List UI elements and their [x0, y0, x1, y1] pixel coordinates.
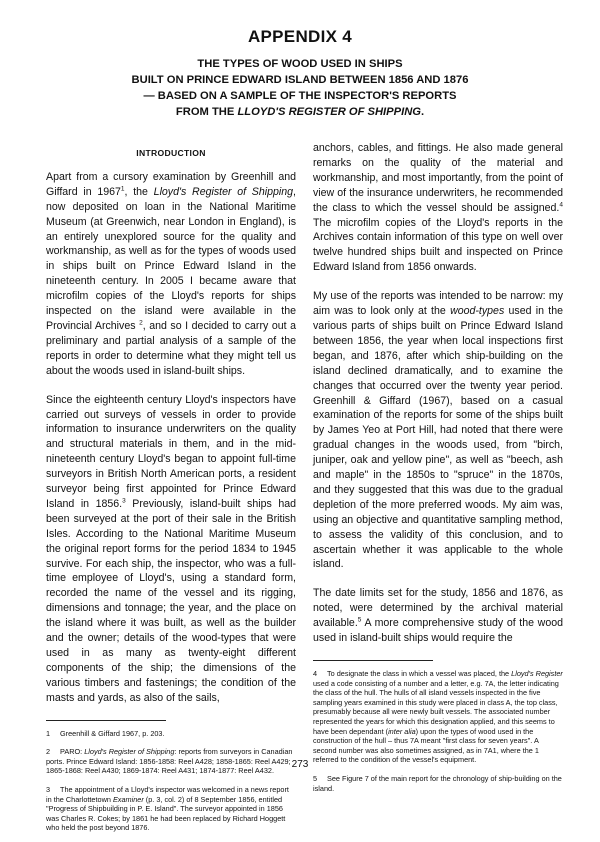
- footnote-rule: [46, 720, 166, 721]
- footnote-ref: 5: [357, 616, 362, 624]
- footnote-number: 2: [46, 747, 51, 757]
- italic-term: wood-types: [450, 305, 505, 318]
- text-run: My use of the reports was intended to be narrow: my aim was to look only at the: [313, 290, 563, 318]
- subtitle-line-2: BUILT ON PRINCE EDWARD ISLAND BETWEEN 1856 AND 1876: [131, 74, 469, 86]
- italic-title: Lloyd's Register of Shipping: [153, 185, 294, 198]
- footnote-italic: Examiner: [112, 794, 144, 804]
- subtitle-line-4: [40, 104, 560, 120]
- footnote-ref: 3: [122, 497, 126, 505]
- text-run: used in the various parts of ships built on Prince Edward Island between 1856, the year when local inspections first began, and 1876, after which ship-building on the island declined dramatically, and to examine the changes that occurred over the twenty year period. Greenhill & Giffard (1967), based on a casual examination of the reports for some of the ships built by James Yeo at Port Hill, had noted that there were gradual changes in the woods used, from "birch, juniper, oak and yellow pine", as well as "beech, ash and maple" in the 1850s to "spruce" in the 1870s, and they suggested that this was due to the gradual depletion of the more preferred woods. My aim was, using an objective and quantitative sampling method, to assess the validity of this conclusion, and to ascertain whether it was applicable to the whole island.: [313, 305, 563, 571]
- text-run: , now deposited on loan in the National Maritime Museum (at Greenwich, near London in England), is an entirely unexplored source for the quality and workmanship, as well as for the types of woods used in ships built on Prince Edward Island in the nineteenth century. In 2005 I became aware that microfilm copies of the Lloyd's reports for ships inspected on the island were available in the Provincial Archives: [46, 185, 296, 332]
- footnote-ref: 2: [139, 319, 143, 327]
- intro-paragraph-2: [46, 393, 296, 706]
- text-run: , and so I decided to carry out a preliminary and partial analysis of a sample of the reports in order to determine what they might tell us about the woods used in island-built ships.: [46, 319, 296, 377]
- left-column: [46, 146, 296, 842]
- footnote-4: [313, 669, 563, 765]
- body-paragraph-4: [313, 289, 563, 572]
- footnote-5: [313, 774, 563, 793]
- footnote-number: 3: [46, 785, 51, 794]
- footnote-italic: Lloyd's Register of Shipping: [84, 747, 175, 757]
- footnote-3: [46, 785, 296, 833]
- footnote-text: (p. 3, col. 2) of 8 September 1856, entitled "Progress of Shipbuilding in P. E. Island". The surveyor appointed in 1856 was Charles R. Cokes; by 1861 he had been replaced by Richard Hoggett who held the post beyond 1876.: [46, 794, 286, 833]
- page-number: 273: [291, 759, 309, 770]
- footnote-ref: 4: [559, 201, 563, 209]
- text-run: Previously, island-built ships had been surveyed at the port of their sale in the British Isles. According to the National Maritime Museum the original report forms for the period 1834 to 1945 survive. For each ship, the inspector, who was a full-time employee of Lloyd's, using a standard form, recorded the name of the vessel and its rigging, dimensions and tonnage; the year, and the place on the island where it was built, as well as the builder and the owner; details of the wood-types that were used in as many as twenty-eight different components of the ship; the dimensions of the various timbers and fastenings; the condition of the masts and yards, as also of the sails,: [46, 497, 296, 704]
- body-paragraph-5: [313, 586, 563, 646]
- appendix-subtitle: [40, 56, 560, 120]
- footnote-text: To designate the class in which a vessel was placed, the: [327, 669, 512, 678]
- footnote-number: 5: [313, 773, 318, 783]
- text-run: A more comprehensive study of the wood used in island-built ships would require the: [313, 617, 563, 645]
- subtitle-line-4-text: FROM THE: [175, 106, 238, 118]
- text-run: Since the eighteenth century Lloyd's inspectors have carried out surveys of vessels in order to provide information to insurance underwriters on the quality and structural materials in them, and in the mid-nineteenth century Lloyd's began to appoint full-time surveyors in British North American ports, a resident surveyor being first appointed for Prince Edward Island in 1856.: [46, 393, 296, 510]
- appendix-title: APPENDIX 4: [247, 27, 353, 46]
- body-paragraph-3: [313, 141, 563, 275]
- footnote-italic: inter alia: [388, 726, 416, 736]
- text-run: , the: [124, 185, 154, 198]
- section-heading: INTRODUCTION: [136, 148, 206, 158]
- footnote-text: used a code consisting of a number and a letter, e.g. 7A, the letter indicating the class of the hull. The hulls of all island vessels inspected in the five sampling years examined in this study were placed in class A, the top class, presumably because all were newly built vessels. The associated number represented the years for which this designation applied, and this seems to have been dependant (: [313, 678, 559, 736]
- subtitle-italic: LLOYD'S REGISTER OF SHIPPING: [237, 106, 421, 118]
- footnote-rule: [313, 660, 433, 661]
- subtitle-line-3: — BASED ON A SAMPLE OF THE INSPECTOR'S REPORTS: [143, 90, 457, 102]
- footnote-text: ) upon the types of wood used in the construction of the hull – thus 7A meant "first class for seven years". A second number was also sometimes assigned, as in 7A1, where the 1 referred to the condition of the vessel's equipment.: [313, 726, 539, 765]
- footnote-number: 1: [46, 728, 51, 738]
- footnote-text: See Figure 7 of the main report for the chronology of ship-building on the island.: [313, 773, 562, 793]
- footnote-text: : reports from surveyors in Canadian ports. Prince Edward Island: 1856-1858: Reel A428; 1858-1865: Reel A429; 1865-1868: Reel A430; 1869-1874: Reel A431; 1874-1877: Reel A432.: [46, 747, 293, 776]
- footnote-number: 4: [313, 669, 318, 678]
- footnote-italic: Lloyd's Register: [511, 669, 563, 678]
- footnote-text: The appointment of a Lloyd's inspector was welcomed in a news report in the Charlottetown: [46, 785, 289, 804]
- text-run: The microfilm copies of the Lloyd's reports in the Archives contain information of this type on well over twelve hundred ships built and inspected on Prince Edward Island from 1856 onwards.: [313, 216, 563, 274]
- text-run: anchors, cables, and fittings. He also made general remarks on the quality of the material and workmanship, and most importantly, from the point of view of the insurance underwriters, he recommended the class to which the vessel should be assigned.: [313, 142, 563, 214]
- footnote-1: [46, 729, 296, 739]
- right-column: [313, 141, 563, 802]
- subtitle-end: .: [420, 106, 425, 118]
- text-run: The date limits set for the study, 1856 and 1876, as noted, were determined by the archival material available.: [313, 587, 563, 630]
- subtitle-line-1: THE TYPES OF WOOD USED IN SHIPS: [197, 58, 403, 70]
- footnote-text: PARO:: [60, 747, 85, 757]
- text-run: Apart from a cursory examination by Greenhill and Giffard in 1967: [46, 170, 296, 198]
- footnote-ref: 1: [120, 185, 125, 193]
- intro-paragraph-1: [46, 170, 296, 379]
- footnote-text: Greenhill & Giffard 1967, p. 203.: [60, 728, 165, 738]
